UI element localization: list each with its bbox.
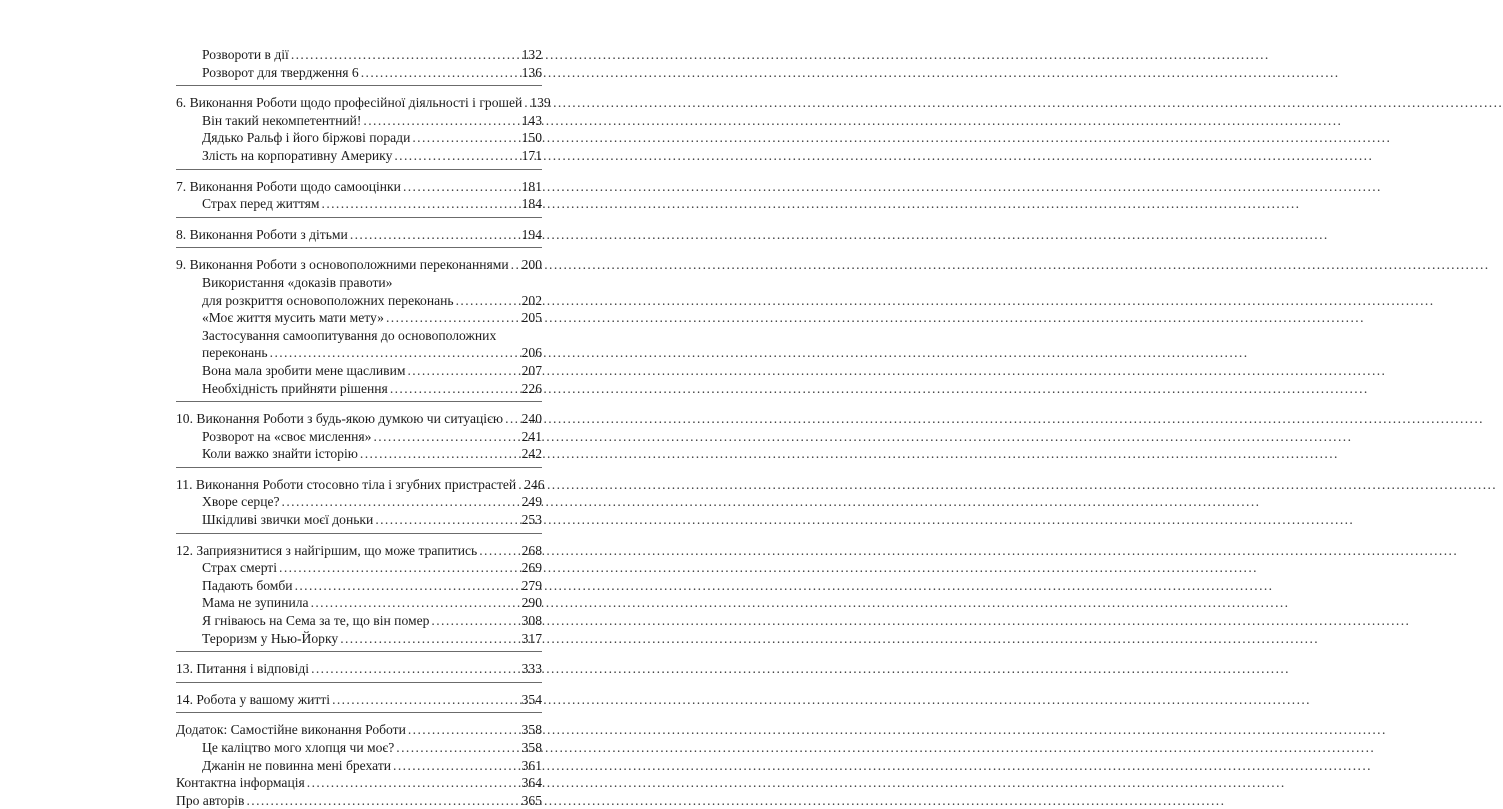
toc-dot-leader — [503, 410, 522, 428]
toc-subentry — [176, 739, 542, 757]
toc-page-number: 136 — [521, 64, 542, 80]
toc-page-number: 184 — [521, 196, 542, 212]
toc-dot-leader — [244, 792, 521, 809]
toc-dot-leader — [401, 178, 522, 196]
toc-entry-title: Додаток: Самостійне виконання Роботи — [176, 722, 406, 738]
toc-dot-leader — [454, 292, 522, 310]
toc-dot-leader — [293, 577, 522, 595]
toc-page-number: 241 — [521, 428, 542, 444]
toc-page-number: 308 — [521, 613, 542, 629]
toc-dot-leader — [348, 226, 522, 244]
toc-section — [176, 226, 542, 244]
toc-entry-title: Контактна інформація — [176, 775, 305, 791]
toc-dot-leader — [289, 46, 522, 64]
section-divider — [176, 682, 542, 683]
toc-dot-leader — [522, 94, 530, 112]
toc-dot-leader — [359, 64, 522, 82]
toc-page-number: 279 — [521, 577, 542, 593]
toc-entry-title: Дядько Ральф і його біржові поради — [202, 130, 411, 146]
toc-entry-title: 12. Заприязнитися з найгіршим, що може трапитись — [176, 542, 478, 558]
toc-dot-leader — [405, 362, 521, 380]
toc-chapter-entry — [176, 410, 542, 428]
toc-entry-title: 13. Питання і відповіді — [176, 661, 310, 677]
toc-page-number: 269 — [521, 560, 542, 576]
toc-section — [176, 410, 542, 463]
toc-subentry — [176, 292, 542, 310]
toc-page-number: 202 — [521, 292, 542, 308]
toc-subentry — [176, 112, 542, 130]
toc-entry-title: для розкриття основоположних переконань — [202, 292, 454, 308]
toc-subentry — [176, 511, 542, 529]
toc-dot-leader — [320, 195, 522, 213]
toc-page-number: 143 — [521, 112, 542, 128]
toc-entry-title: 6. Виконання Роботи щодо професійної діяльності і грошей — [176, 95, 523, 111]
toc-dot-leader — [406, 721, 522, 739]
toc-chapter-entry — [176, 774, 542, 792]
toc-entry-title: 9. Виконання Роботи з основоположними переконаннями — [176, 257, 509, 273]
toc-chapter-entry — [176, 691, 542, 709]
toc-page-number: 242 — [521, 446, 542, 462]
toc-chapter-entry — [176, 178, 542, 196]
toc-dot-leader — [361, 112, 521, 130]
toc-page-number: 358 — [521, 740, 542, 755]
toc-entry-title: 7. Виконання Роботи щодо самооцінки — [176, 178, 401, 194]
section-divider — [176, 467, 542, 468]
toc-section — [176, 691, 542, 709]
toc-subentry — [176, 380, 542, 398]
toc-page-number: 181 — [521, 178, 542, 194]
toc-subentry — [176, 64, 542, 82]
toc-chapter-entry — [176, 476, 545, 494]
toc-page-number: 358 — [521, 722, 542, 738]
toc-entry-title: 11. Виконання Роботи стосовно тіла і згубних пристрастей — [176, 476, 517, 492]
toc-subentry — [176, 559, 542, 577]
toc-entry-title: Шкідливі звички моєї доньки — [202, 512, 374, 528]
toc-dot-leader — [330, 691, 522, 709]
toc-entry-title: Мама не зупинила — [202, 595, 309, 611]
toc-page-number: 317 — [521, 630, 542, 646]
toc-subentry — [176, 147, 542, 165]
toc-entry-title: Про авторів — [176, 792, 245, 808]
section-divider — [176, 651, 542, 652]
toc-chapter-entry — [176, 542, 542, 560]
toc-entry-title: Розворот на «своє мислення» — [202, 428, 372, 444]
toc-dot-leader — [509, 256, 522, 274]
toc-entry-title: Хворе серце? — [202, 494, 280, 510]
toc-section — [176, 256, 542, 397]
toc-page-number: 194 — [521, 226, 542, 242]
toc-chapter-entry — [176, 94, 551, 112]
section-divider — [176, 712, 542, 713]
toc-dot-leader — [516, 476, 524, 494]
toc-page-number: 354 — [521, 691, 542, 707]
toc-entry-title: Він такий некомпетентний! — [202, 112, 362, 128]
toc-entry-title: Тероризм у Нью-Йорку — [202, 630, 339, 646]
toc-entry-title: Розворот для твердження 6 — [202, 64, 359, 80]
toc-section — [176, 542, 542, 648]
toc-dot-leader — [410, 129, 521, 147]
toc-section — [176, 721, 542, 809]
toc-subentry — [176, 757, 542, 775]
toc-page-number: 249 — [521, 494, 542, 510]
toc-page-number: 206 — [521, 345, 542, 361]
toc-section — [176, 178, 542, 213]
toc-entry-title: Коли важко знайти історію — [202, 446, 358, 462]
toc-subentry — [176, 594, 542, 612]
toc-chapter-entry — [176, 721, 542, 739]
toc-subentry — [176, 195, 542, 213]
toc-subentry — [176, 309, 542, 327]
toc-page-number: 290 — [521, 595, 542, 611]
section-divider — [176, 247, 542, 248]
toc-dot-leader — [394, 739, 521, 757]
toc-section — [176, 660, 542, 678]
toc-section — [176, 94, 551, 164]
toc-page-number: 361 — [521, 757, 542, 773]
toc-entry-title: 10. Виконання Роботи з будь-якою думкою чи ситуацією — [176, 411, 504, 427]
toc-subentry — [176, 612, 542, 630]
toc-page-number: 364 — [521, 775, 542, 791]
toc-dot-leader — [305, 774, 522, 792]
section-divider — [176, 85, 542, 86]
toc-dot-leader — [277, 559, 522, 577]
document-page — [0, 0, 720, 808]
toc-entry-title: переконань — [202, 345, 268, 361]
toc-entry-title: Це каліцтво мого хлопця чи моє? — [202, 740, 395, 755]
toc-dot-leader — [309, 594, 522, 612]
toc-dot-leader — [371, 428, 521, 446]
toc-dot-leader — [477, 542, 521, 560]
toc-page-number: 365 — [521, 792, 542, 808]
toc-entry-title: 8. Виконання Роботи з дітьми — [176, 226, 348, 242]
toc-section — [176, 46, 542, 81]
toc-page-number: 205 — [521, 310, 542, 326]
table-of-contents — [176, 46, 551, 809]
toc-dot-leader — [384, 309, 522, 327]
toc-dot-leader — [280, 493, 522, 511]
toc-entry-title: Джанін не повинна мені брехати — [202, 757, 392, 773]
toc-entry-title: Вона мала зробити мене щасливим — [202, 362, 406, 378]
toc-page-number: 333 — [521, 661, 542, 677]
toc-entry-title: Необхідність прийняти рішення — [202, 380, 388, 396]
toc-subentry — [176, 362, 542, 380]
toc-page-number: 139 — [530, 95, 551, 111]
toc-entry-title: Застосування самоопитування до основоположних — [202, 327, 497, 343]
toc-chapter-entry — [176, 226, 542, 244]
toc-dot-leader — [358, 445, 522, 463]
toc-entry-title: Використання «доказів правоти» — [202, 274, 393, 290]
toc-entry-title: Злість на корпоративну Америку — [202, 147, 393, 163]
toc-section — [176, 476, 545, 529]
toc-page-number: 171 — [521, 147, 542, 163]
toc-page-number: 132 — [521, 47, 542, 62]
toc-page-number: 246 — [524, 476, 545, 492]
toc-page-number: 226 — [521, 380, 542, 396]
toc-entry-title: Страх перед життям — [202, 196, 320, 212]
toc-entry-title: Розвороти в дії — [202, 47, 289, 62]
toc-subentry — [176, 129, 542, 147]
toc-subentry — [176, 577, 542, 595]
toc-dot-leader — [373, 511, 521, 529]
toc-subentry — [176, 493, 542, 511]
toc-chapter-entry — [176, 792, 542, 809]
toc-dot-leader — [309, 660, 522, 678]
toc-chapter-entry — [176, 660, 542, 678]
toc-chapter-entry — [176, 256, 542, 274]
toc-subentry — [176, 327, 542, 345]
toc-page-number: 207 — [521, 362, 542, 378]
toc-subentry — [176, 428, 542, 446]
toc-subentry — [176, 445, 542, 463]
toc-dot-leader — [268, 344, 522, 362]
toc-page-number: 240 — [521, 411, 542, 427]
toc-dot-leader — [391, 757, 522, 775]
toc-entry-title: Страх смерті — [202, 560, 278, 576]
toc-dot-leader — [388, 380, 522, 398]
toc-entry-title: Я гніваюсь на Сема за те, що він помер — [202, 613, 430, 629]
toc-subentry — [176, 344, 542, 362]
toc-entry-title: «Моє життя мусить мати мету» — [202, 310, 384, 326]
toc-dot-leader — [392, 147, 521, 165]
section-divider — [176, 169, 542, 170]
toc-page-number: 268 — [521, 542, 542, 558]
toc-dot-leader — [429, 612, 521, 630]
toc-subentry — [176, 630, 542, 648]
toc-entry-title: Падають бомби — [202, 577, 293, 593]
toc-subentry — [176, 46, 542, 64]
section-divider — [176, 217, 542, 218]
toc-subentry — [176, 274, 542, 292]
toc-dot-leader — [338, 630, 521, 648]
section-divider — [176, 533, 542, 534]
toc-page-number: 150 — [521, 130, 542, 146]
toc-page-number: 253 — [521, 512, 542, 528]
section-divider — [176, 401, 542, 402]
toc-page-number: 200 — [521, 257, 542, 273]
toc-entry-title: 14. Робота у вашому житті — [176, 691, 331, 707]
